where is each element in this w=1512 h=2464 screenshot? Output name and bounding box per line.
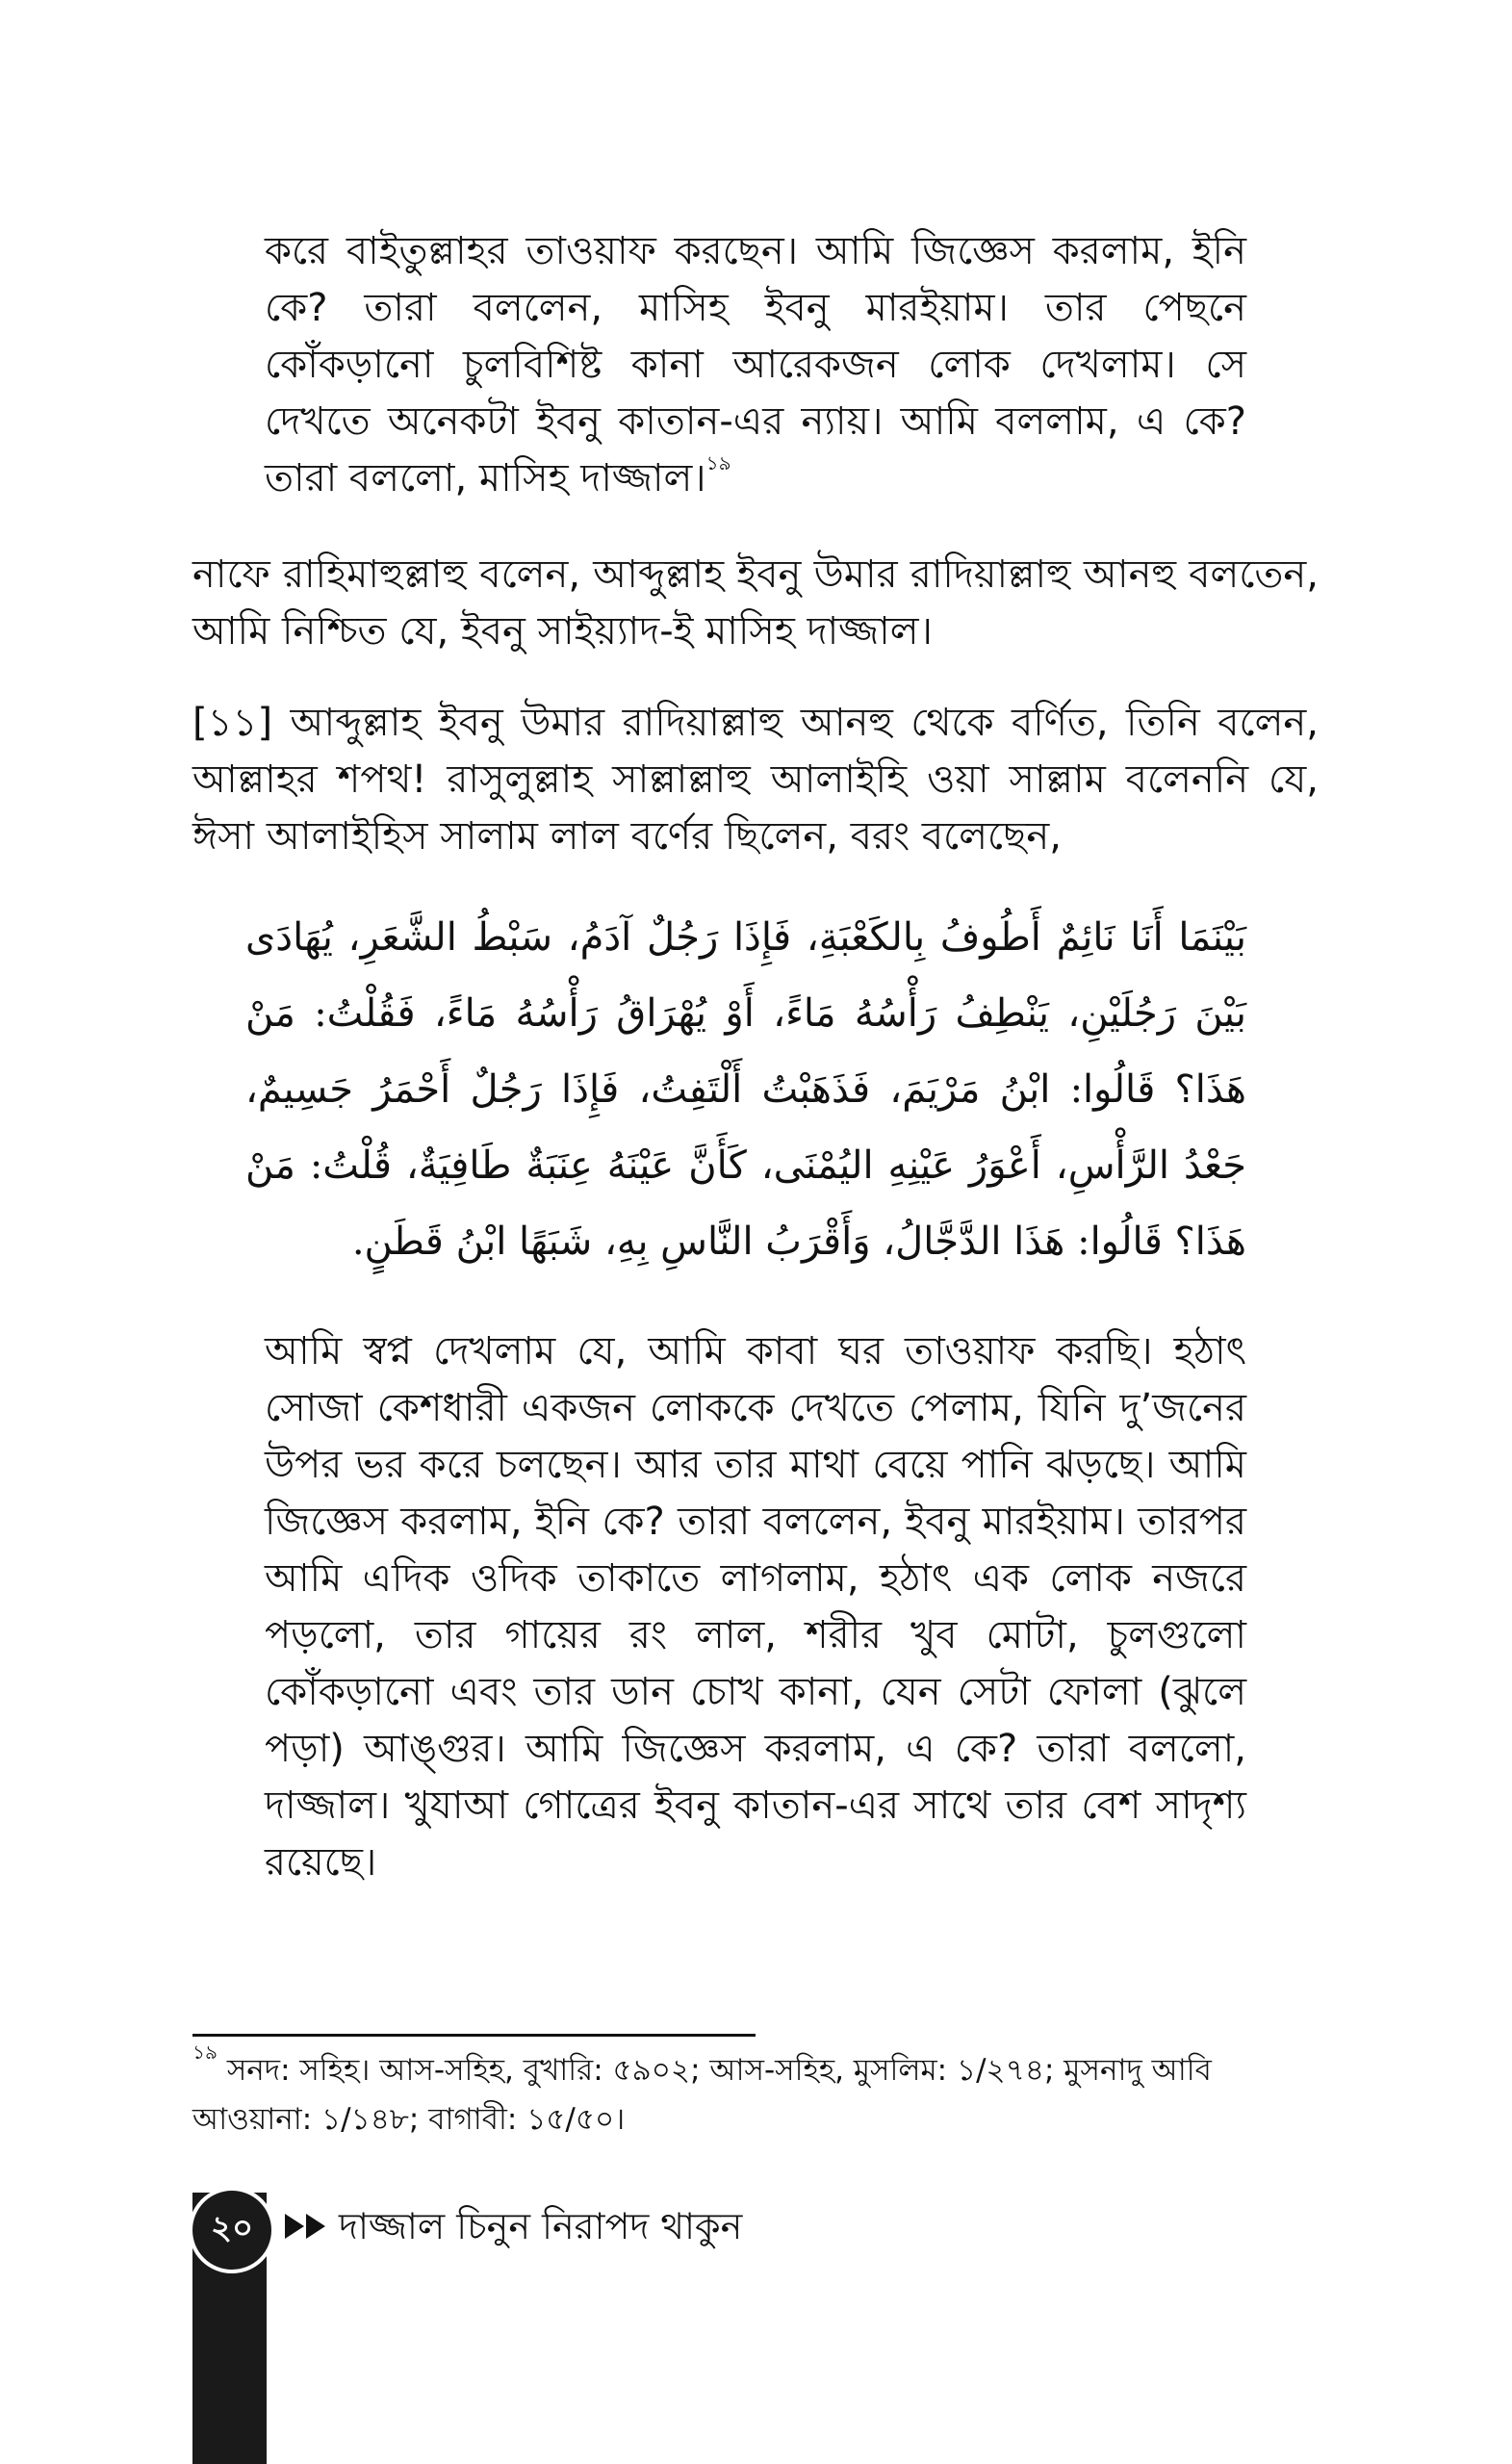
footnote-ref: ১৯ (705, 451, 731, 475)
footnote-divider (192, 2034, 756, 2037)
paragraph-text: করে বাইতুল্লাহর তাওয়াফ করছেন। আমি জিজ্ঞেস করলাম, ইনি কে? তারা বললেন, মাসিহ ইবনু মারইয়াম। তার পেছনে কোঁকড়ানো চুলবিশিষ্ট কানা আরেকজন লোক দেখলাম। সে দেখতে অনেকটা ইবনু কাতান-এর ন্যায়। আমি বললাম, এ কে? তারা বললো, মাসিহ দাজ্জাল। (265, 229, 1246, 500)
footnote-number: ১৯ (192, 2040, 218, 2064)
double-arrow-icon (285, 2212, 327, 2241)
paragraph-translation: আমি স্বপ্ন দেখলাম যে, আমি কাবা ঘর তাওয়াফ করছি। হঠাৎ সোজা কেশধারী একজন লোককে দেখতে পেলাম, যিনি দু’জনের উপর ভর করে চলছেন। আর তার মাথা বেয়ে পানি ঝড়ছে। আমি জিজ্ঞেস করলাম, ইনি কে? তারা বললেন, ইবনু মারইয়াম। তারপর আমি এদিক ওদিক তাকাতে লাগলাম, হঠাৎ এক লোক নজরে পড়লো, তার গায়ের রং লাল, শরীর খুব মোটা, চুলগুলো কোঁকড়ানো এবং তার ডান চোখ কানা, যেন সেটা ফোলা (ঝুলে পড়া) আঙ্গুর। আমি জিজ্ঞেস করলাম, এ কে? তারা বললো, দাজ্জাল। খুযাআ গোত্রের ইবনু কাতান-এর সাথে তার বেশ সাদৃশ্য রয়েছে। (265, 1329, 1246, 1885)
footnote-text: সনদ: সহিহ। আস-সহিহ, বুখারি: ৫৯০২; আস-সহিহ, মুসলিম: ১/২৭৪; মুসনাদু আবি আওয়ানা: ১/১৪৮; বাগাবী: ১৫/৫০। (192, 2053, 1212, 2137)
arabic-hadith-text: بَيْنَمَا أَنَا نَائِمٌ أَطُوفُ بِالكَعْبَةِ، فَإِذَا رَجُلٌ آدَمُ، سَبْطُ الشَّعَرِ، يُهَادَى بَيْنَ رَجُلَيْنِ، يَنْطِفُ رَأْسُهُ مَاءً، أَوْ يُهْرَاقُ رَأْسُهُ مَاءً، فَقُلْتُ: مَنْ هَذَا؟ قَالُوا: ابْنُ مَرْيَمَ، فَذَهَبْتُ أَلْتَفِتُ، فَإِذَا رَجُلٌ أَحْمَرُ جَسِيمٌ، جَعْدُ الرَّأْسِ، أَعْوَرُ عَيْنِهِ اليُمْنَى، كَأَنَّ عَيْنَهُ عِنَبَةٌ طَافِيَةٌ، قُلْتُ: مَنْ هَذَا؟ قَالُوا: هَذَا الدَّجَّالُ، وَأَقْرَبُ النَّاسِ بِهِ، شَبَهًا ابْنُ قَطَنٍ. (245, 915, 1246, 1264)
paragraph-nafe-narration: নাফে রাহিমাহুল্লাহু বলেন, আব্দুল্লাহ ইবনু উমার রাদিয়াল্লাহু আনহু বলতেন, আমি নিশ্চিত যে, ইবনু সাইয়্যাদ-ই মাসিহ দাজ্জাল। (192, 552, 1319, 654)
running-title: দাজ্জাল চিনুন নিরাপদ থাকুন (339, 2205, 743, 2247)
footnote (192, 2040, 1319, 2144)
paragraph-hadith-continuation (265, 223, 1246, 507)
page-number: ২০ (189, 2187, 275, 2273)
paragraph-hadith-11-intro: [১১] আব্দুল্লাহ ইবনু উমার রাদিয়াল্লাহু আনহু থেকে বর্ণিত, তিনি বলেন, আল্লাহর শপথ! রাসুলুল্লাহ সাল্লাল্লাহু আলাইহি ওয়া সাল্লাম বলেননি যে, ঈসা আলাইহিস সালাম লাল বর্ণের ছিলেন, বরং বলেছেন, (192, 701, 1319, 859)
